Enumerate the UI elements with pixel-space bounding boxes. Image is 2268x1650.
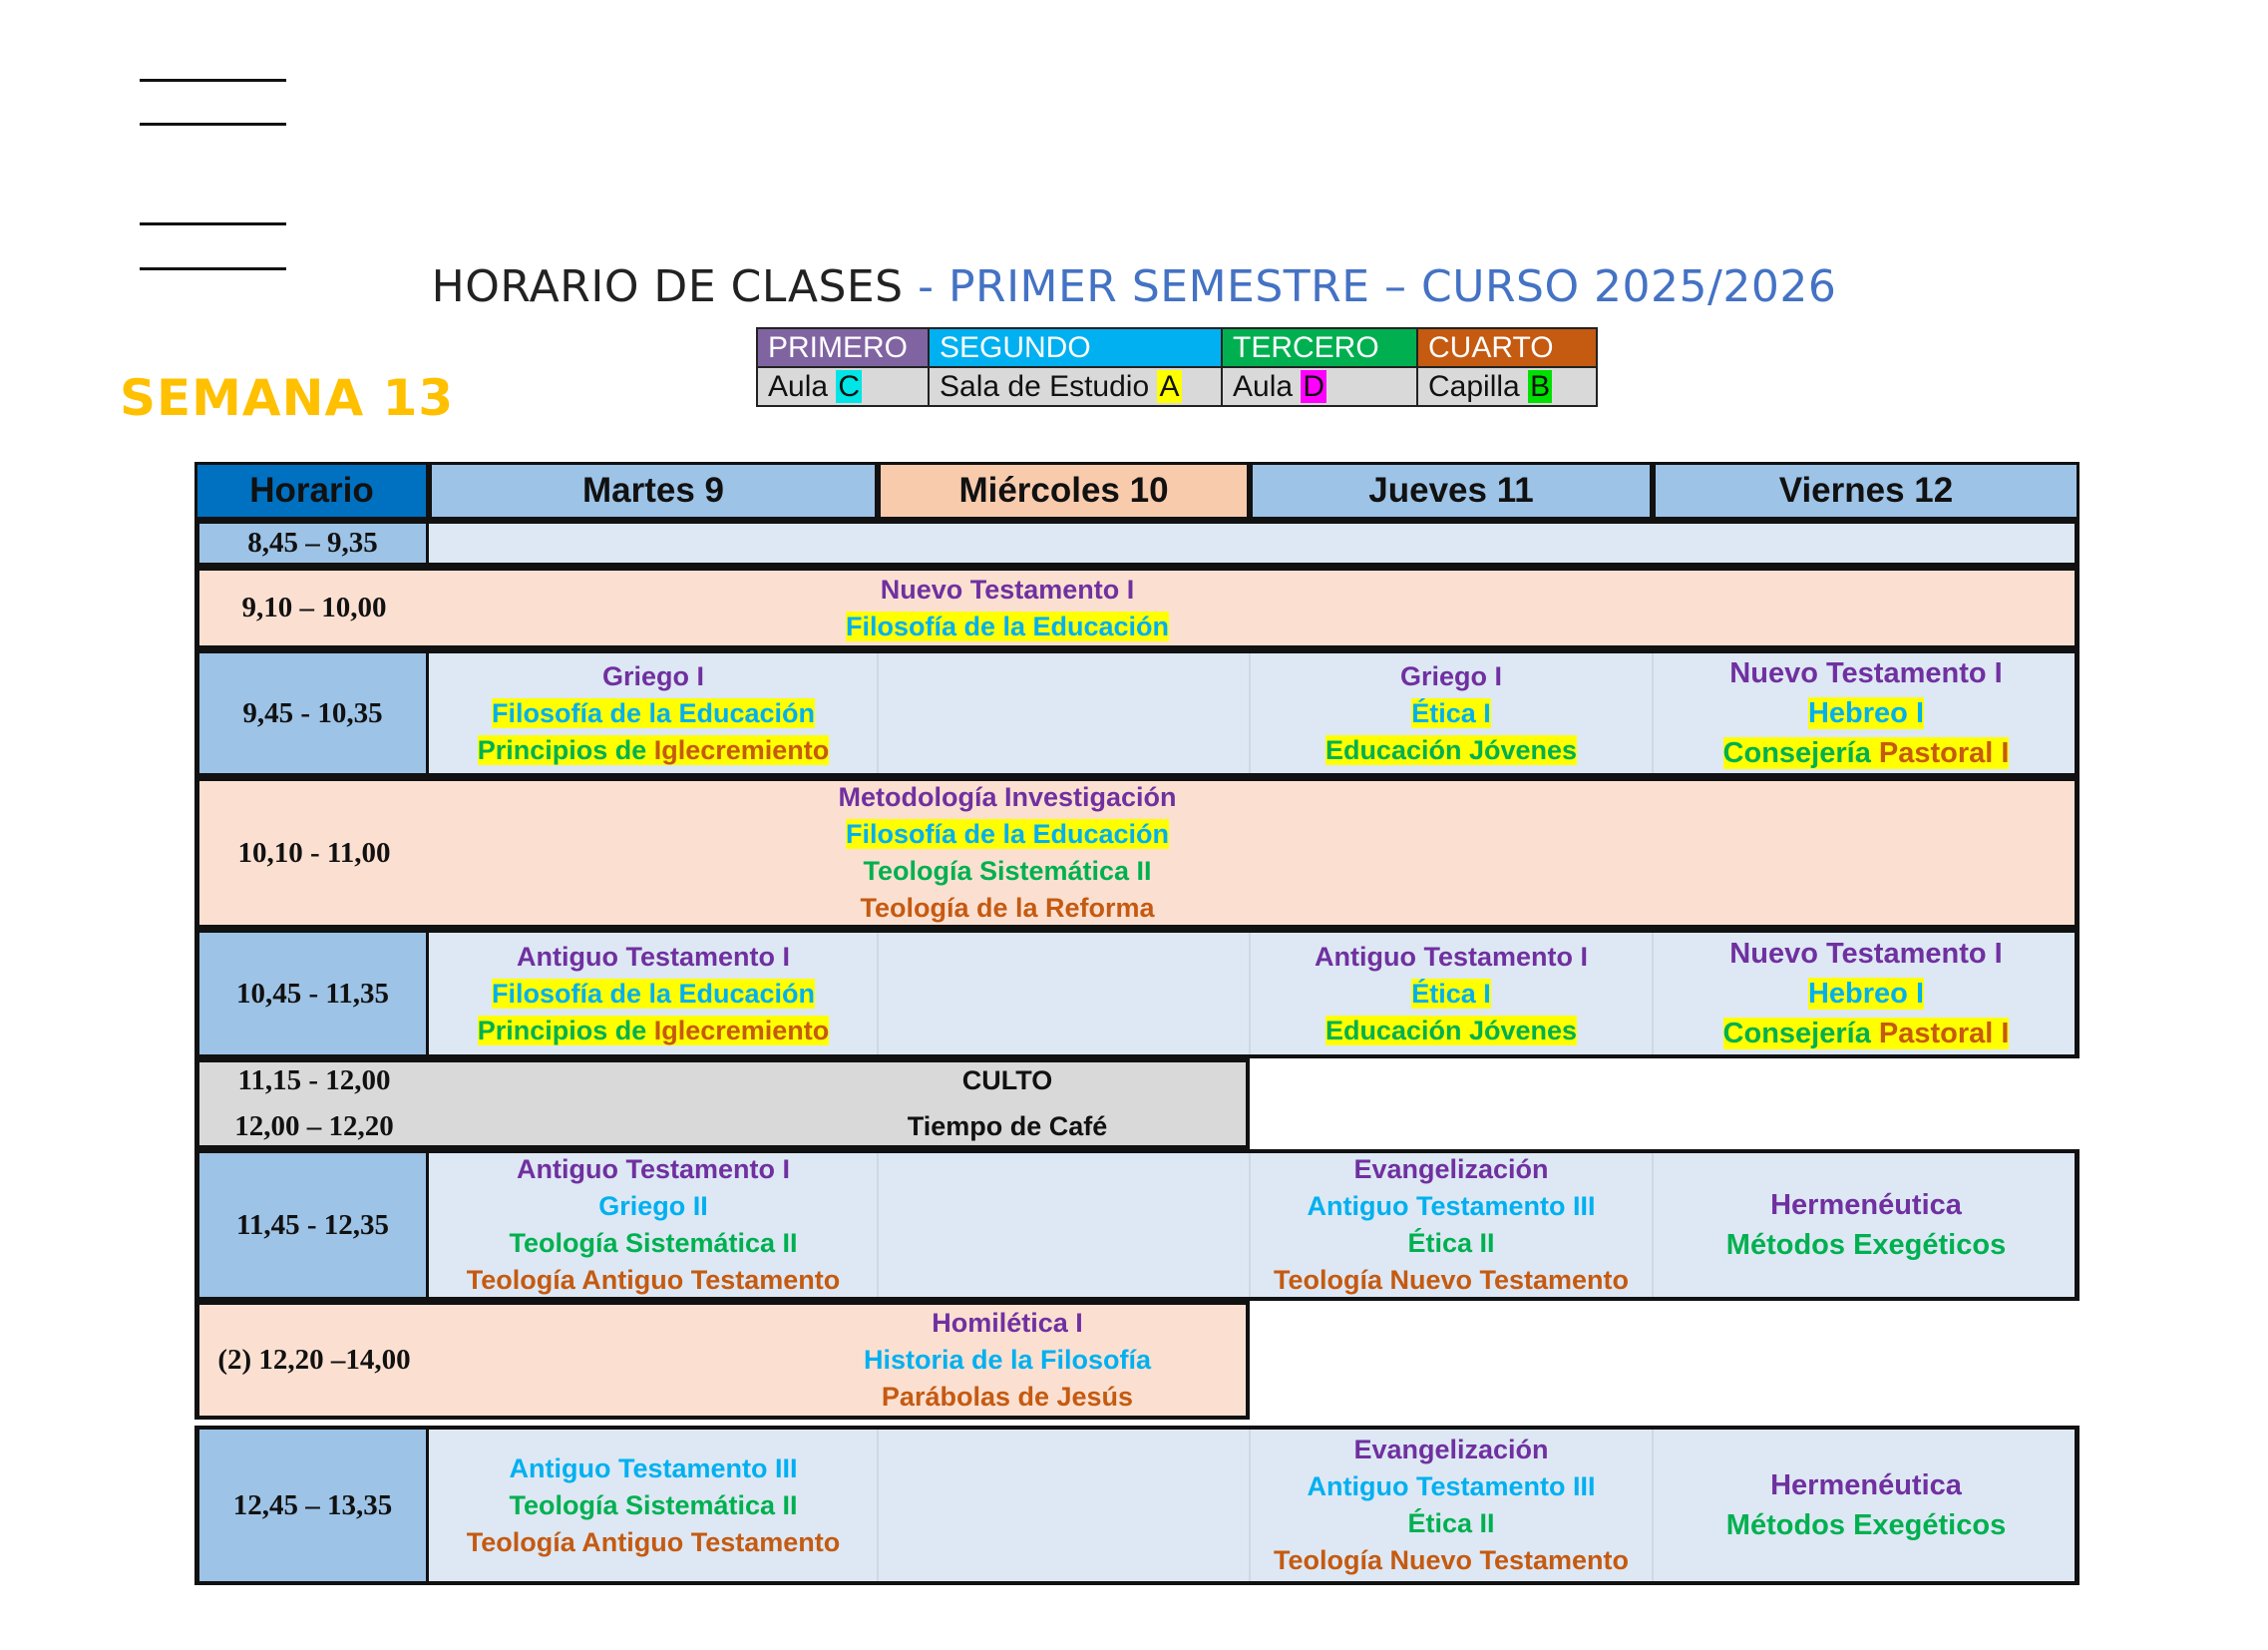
course-line (1411, 976, 1491, 1013)
legend-room-segundo: Sala de Estudio A (929, 367, 1222, 406)
course-name: Filosofía de la Educación (491, 697, 816, 728)
course-name: Antiguo Testamento I (517, 941, 790, 972)
course-line (1353, 1432, 1548, 1468)
class-cell-wed (668, 1058, 1346, 1103)
course-line (863, 853, 1151, 890)
blank-line (140, 79, 286, 82)
course-name: Nuevo Testamento I (880, 574, 1135, 605)
course-line (1325, 732, 1577, 769)
time-slot: (2) 12,20 –14,00 (217, 1344, 411, 1376)
course-name: Teología Antiguo Testamento (466, 1265, 841, 1295)
course-line (1723, 1014, 2010, 1053)
course-name: Teología Nuevo Testamento (1273, 1265, 1630, 1295)
course-line (1729, 934, 2002, 974)
course-name-part: Pastoral I (1878, 1018, 2010, 1049)
legend-year-segundo: SEGUNDO (929, 328, 1222, 367)
course-name: Antiguo Testamento III (1307, 1471, 1596, 1501)
course-name: Nuevo Testamento I (1729, 657, 2003, 689)
course-name: Ética II (1407, 1508, 1495, 1538)
class-cell-fri (1653, 929, 2079, 1058)
course-name: Ética I (1411, 697, 1491, 728)
column-header-martes-9: Martes 9 (429, 462, 878, 520)
class-cell-wed (668, 1301, 1346, 1420)
class-cell-tue (429, 649, 878, 777)
course-line (1729, 653, 2002, 693)
course-name: Antiguo Testamento I (1315, 941, 1588, 972)
course-line (908, 1108, 1108, 1145)
class-cell-thu (1250, 1149, 1653, 1301)
course-name: Hermenéutica (1770, 1189, 1962, 1221)
course-name: Nuevo Testamento I (1729, 938, 2003, 970)
course-line (1770, 1465, 1962, 1505)
class-cell-thu (1250, 929, 1653, 1058)
course-line (598, 1188, 708, 1225)
course-line (1808, 693, 1924, 733)
course-line (860, 890, 1154, 927)
room-marker: B (1530, 369, 1551, 403)
course-name: CULTO (961, 1065, 1053, 1095)
course-name: Teología Sistemática II (863, 856, 1152, 886)
course-line (1308, 1468, 1596, 1505)
legend-room-tercero: Aula D (1222, 367, 1417, 406)
course-name: Hebreo I (1807, 697, 1925, 729)
class-cell-tue (429, 1426, 878, 1585)
course-line (1726, 1505, 2006, 1545)
blank-line (140, 123, 286, 126)
course-line (467, 1524, 841, 1561)
course-name-part: Iglecremiento (653, 1015, 830, 1045)
course-line (1808, 974, 1924, 1014)
course-line (1770, 1185, 1962, 1225)
class-cell-tue (429, 1149, 878, 1301)
time-slot: 12,45 – 13,35 (199, 1430, 429, 1581)
course-line (1325, 1013, 1577, 1049)
course-name: Parábolas de Jesús (881, 1382, 1134, 1412)
legend-year-cuarto: CUARTO (1417, 328, 1597, 367)
course-name: Antiguo Testamento III (509, 1452, 798, 1483)
class-cell-wed (668, 777, 1346, 929)
course-name: Teología Nuevo Testamento (1273, 1545, 1630, 1575)
course-name: Teología Sistemática II (509, 1228, 798, 1258)
course-line (864, 1342, 1151, 1379)
room-legend (756, 327, 1598, 407)
course-name: Historia de la Filosofía (863, 1345, 1152, 1375)
course-name: Metodología Investigación (838, 782, 1177, 812)
course-line (1411, 695, 1491, 732)
course-line (492, 695, 815, 732)
course-name: Métodos Exegéticos (1725, 1509, 2007, 1541)
course-line (509, 1487, 797, 1524)
class-cell-fri (1653, 1149, 2079, 1301)
legend-rooms (757, 367, 1597, 406)
course-line (1308, 1188, 1596, 1225)
course-name: Antiguo Testamento I (517, 1154, 790, 1184)
class-cell-fri (1653, 649, 2079, 777)
legend-year-primero: PRIMERO (757, 328, 929, 367)
legend-room-primero: Aula C (757, 367, 929, 406)
course-name: Ética II (1407, 1228, 1495, 1258)
course-line (1274, 1542, 1629, 1579)
course-name: Homilética I (932, 1308, 1083, 1338)
class-cell-thu (1250, 649, 1653, 777)
class-cell-tue (429, 929, 878, 1058)
time-slot: 12,00 – 12,20 (234, 1109, 394, 1142)
course-line (1315, 939, 1588, 976)
room-marker: A (1159, 369, 1180, 403)
course-name: Filosofía de la Educación (491, 978, 816, 1009)
course-line (882, 1379, 1133, 1416)
course-name: Teología Sistemática II (509, 1489, 798, 1520)
column-header-miercoles-10: Miércoles 10 (878, 462, 1250, 520)
time-slot: 9,10 – 10,00 (241, 592, 387, 623)
course-line (1407, 1225, 1494, 1262)
course-name: Teología Antiguo Testamento (466, 1526, 841, 1557)
course-name: Principios de (477, 1015, 654, 1045)
course-name: Tiempo de Café (907, 1110, 1108, 1141)
time-slot: 8,45 – 9,35 (199, 524, 429, 563)
course-name-part: Pastoral I (1878, 737, 2010, 769)
time-slot: 11,45 - 12,35 (199, 1153, 429, 1297)
course-name: Principios de (477, 734, 654, 765)
course-name: Filosofía de la Educación (845, 819, 1170, 849)
course-line (1407, 1505, 1494, 1542)
class-cell-fri (1653, 1426, 2079, 1585)
week-label: SEMANA 13 (120, 369, 455, 427)
page-title (0, 261, 2268, 312)
class-cell-thu (1250, 1426, 1653, 1585)
course-line (1353, 1151, 1548, 1188)
room-marker: D (1303, 369, 1325, 403)
legend-room-cuarto: Capilla B (1417, 367, 1597, 406)
course-name: Griego I (1399, 660, 1502, 691)
course-line (467, 1262, 841, 1299)
course-name: Filosofía de la Educación (845, 611, 1170, 641)
course-line (517, 939, 790, 976)
course-line (846, 816, 1169, 853)
course-line (478, 1013, 830, 1049)
course-name: Consejería (1722, 1018, 1879, 1049)
column-header-viernes-12: Viernes 12 (1653, 462, 2079, 520)
class-cell-wed (668, 567, 1346, 649)
schedule-grid (194, 462, 2079, 1585)
course-line (1400, 658, 1502, 695)
title-sub: - PRIMER SEMESTRE – CURSO 2025/2026 (903, 261, 1837, 312)
time-slot: 9,45 - 10,35 (199, 653, 429, 773)
course-line (1274, 1262, 1629, 1299)
course-line (509, 1225, 797, 1262)
course-line (846, 609, 1169, 645)
course-name: Antiguo Testamento III (1307, 1191, 1596, 1221)
course-name: Métodos Exegéticos (1725, 1229, 2007, 1261)
course-name: Evangelización (1353, 1154, 1549, 1184)
blank-line (140, 222, 286, 225)
course-name: Evangelización (1353, 1435, 1549, 1464)
course-line (1726, 1225, 2006, 1265)
time-slot: 10,45 - 11,35 (199, 933, 429, 1054)
course-line (492, 976, 815, 1013)
legend-year-tercero: TERCERO (1222, 328, 1417, 367)
course-line (881, 572, 1135, 609)
row-band (194, 520, 2079, 567)
course-name-part: Iglecremiento (653, 734, 830, 765)
class-cell-wed (668, 1103, 1346, 1149)
course-name: Consejería (1722, 737, 1879, 769)
course-name: Hebreo I (1807, 978, 1925, 1010)
course-line (517, 1151, 790, 1188)
course-name: Griego II (598, 1191, 708, 1221)
course-name: Griego I (601, 660, 704, 691)
time-slot: 10,10 - 11,00 (237, 836, 391, 869)
course-line (1723, 733, 2010, 773)
course-line (478, 732, 830, 769)
legend-years (757, 328, 1597, 367)
course-line (602, 658, 704, 695)
course-line (838, 779, 1176, 816)
title-main: HORARIO DE CLASES (431, 261, 904, 312)
course-name: Hermenéutica (1770, 1469, 1962, 1501)
course-name: Educación Jóvenes (1324, 734, 1578, 765)
time-slot: 11,15 - 12,00 (237, 1064, 391, 1096)
course-line (962, 1062, 1053, 1099)
column-header-horario: Horario (194, 462, 429, 520)
course-line (510, 1450, 798, 1487)
column-header-jueves-11: Jueves 11 (1250, 462, 1653, 520)
course-name: Educación Jóvenes (1324, 1015, 1578, 1045)
course-name: Ética I (1411, 978, 1491, 1009)
room-marker: C (838, 369, 861, 403)
course-name: Teología de la Reforma (860, 893, 1155, 923)
course-line (932, 1305, 1083, 1342)
